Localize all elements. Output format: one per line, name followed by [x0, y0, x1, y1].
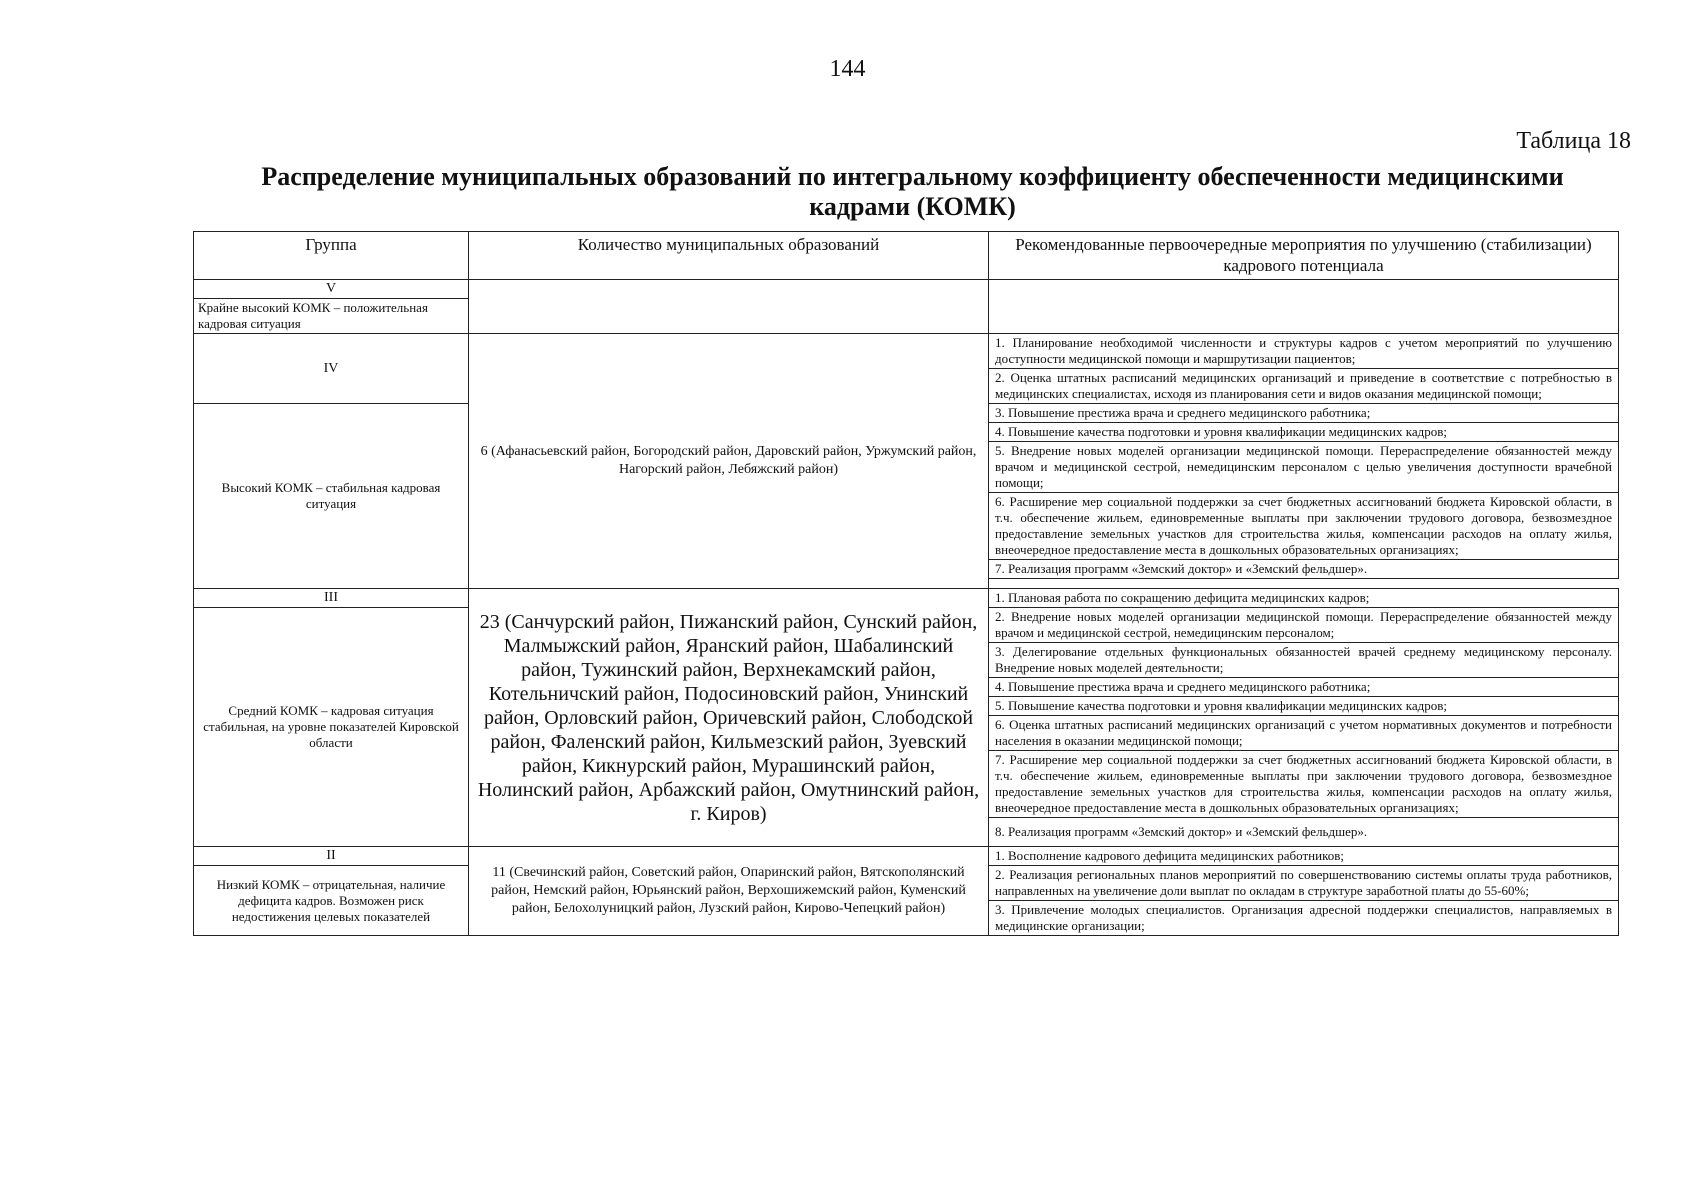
group-iii-measure-6: 6. Оценка штатных расписаний медицинских организаций с учетом нормативных документов и потребности населения в оказании медицинской помощи;: [989, 716, 1619, 751]
group-iv-measure-5: 5. Внедрение новых моделей организации медицинской помощи. Перераспределение обязанностей между врачом и медицинской сестрой, немедицинским персоналом с целью увеличения доступности врачебной помощи;: [989, 442, 1619, 493]
group-ii-measure-3: 3. Привлечение молодых специалистов. Организация адресной поддержки специалистов, направляемых в медицинские организации;: [989, 901, 1619, 936]
group-iv-measure-2: 2. Оценка штатных расписаний медицинских организаций и приведение в соответствие с потребностью в медицинских специалистах, исходя из планирования сети и видов оказания медицинской помощи;: [989, 369, 1619, 404]
group-iii-measure-5: 5. Повышение качества подготовки и уровня квалификации медицинских кадров;: [989, 697, 1619, 716]
group-ii-measure-1: 1. Восполнение кадрового дефицита медицинских работников;: [989, 847, 1619, 866]
group-iv-measure-7: 7. Реализация программ «Земский доктор» и «Земский фельдшер».: [989, 560, 1619, 579]
group-iv-measure-3: 3. Повышение престижа врача и среднего медицинского работника;: [989, 404, 1619, 423]
group-v-roman: V: [194, 280, 469, 299]
group-v-measures: [989, 280, 1619, 334]
header-measures: Рекомендованные первоочередные мероприятия по улучшению (стабилизации) кадрового потенциала: [989, 232, 1619, 280]
group-iv-roman: IV: [194, 334, 469, 404]
group-v-roman-row: [194, 280, 1619, 299]
group-iv-measure-4: 4. Повышение качества подготовки и уровня квалификации медицинских кадров;: [989, 423, 1619, 442]
group-iii-measure-4: 4. Повышение престижа врача и среднего медицинского работника;: [989, 678, 1619, 697]
title-line-1: Распределение муниципальных образований по интегральному коэффициенту обеспеченности медицинскими: [261, 162, 1564, 191]
document-title: [185, 162, 1640, 222]
group-iv-measure-1: 1. Планирование необходимой численности и структуры кадров с учетом мероприятий по улучшению доступности медицинской помощи и маршрутизации пациентов;: [989, 334, 1619, 369]
table-caption: Таблица 18: [1516, 128, 1631, 154]
group-iii-label: Средний КОМК – кадровая ситуация стабильная, на уровне показателей Кировской области: [194, 608, 469, 847]
group-ii-label: Низкий КОМК – отрицательная, наличие дефицита кадров. Возможен риск недостижения целевых показателей: [194, 866, 469, 936]
header-group: Группа: [194, 232, 469, 280]
group-iv-measure-6: 6. Расширение мер социальной поддержки за счет бюджетных ассигнований бюджета Кировской области, в т.ч. обеспечение жильем, единовременные выплаты при заключении трудового договора, безвозмездное предоставление земельных участков для строительства жилья, компенсации расходов на оплату жилья, внеочередное предоставление места в дошкольных образовательных организациях;: [989, 493, 1619, 560]
group-v-count: [469, 280, 989, 334]
group-ii-row: [194, 847, 1619, 866]
page-number: 144: [829, 56, 866, 82]
group-iii-measure-3: 3. Делегирование отдельных функциональных обязанностей врачей среднему медицинскому персоналу. Внедрение новых моделей деятельности;: [989, 643, 1619, 678]
group-iii-measure-1: 1. Плановая работа по сокращению дефицита медицинских кадров;: [989, 589, 1619, 608]
group-iii-count: 23 (Санчурский район, Пижанский район, Сунский район, Малмыжский район, Яранский район, Шабалинский район, Тужинский район, Верхнекамский район, Котельничский район, Подосиновский район, Унинский район, Орловский район, Оричевский район, Слободской район, Фаленский район, Кильмезский район, Зуевский район, Кикнурский район, Мурашинский район, Нолинский район, Арбажский район, Омутнинский район, г. Киров): [469, 589, 989, 847]
header-row: [194, 232, 1619, 280]
group-iii-roman: III: [194, 589, 469, 608]
group-iii-measure-8: 8. Реализация программ «Земский доктор» и «Земский фельдшер».: [989, 818, 1619, 847]
group-ii-count: 11 (Свечинский район, Советский район, Опаринский район, Вятскополянский район, Немский район, Юрьянский район, Верхошижемский район, Куменский район, Белохолуницкий район, Лузский район, Кирово-Чепецкий район): [469, 847, 989, 936]
group-iv-count: 6 (Афанасьевский район, Богородский район, Даровский район, Уржумский район, Нагорский район, Лебяжский район): [469, 334, 989, 589]
group-iii-measure-2: 2. Внедрение новых моделей организации медицинской помощи. Перераспределение обязанностей между врачом и медицинской сестрой, немедицинским персоналом;: [989, 608, 1619, 643]
group-iii-measure-7: 7. Расширение мер социальной поддержки за счет бюджетных ассигнований бюджета Кировской области, в т.ч. обеспечение жильем, единовременные выплаты при заключении трудового договора, безвозмездное предоставление земельных участков для строительства жилья, компенсации расходов на оплату жилья, внеочередное предоставление места в дошкольных образовательных организациях;: [989, 751, 1619, 818]
group-iv-row: [194, 334, 1619, 369]
group-ii-roman: II: [194, 847, 469, 866]
group-v-label: Крайне высокий КОМК – положительная кадровая ситуация: [194, 299, 469, 334]
group-iv-label: Высокий КОМК – стабильная кадровая ситуация: [194, 404, 469, 589]
header-count: Количество муниципальных образований: [469, 232, 989, 280]
group-ii-measure-2: 2. Реализация региональных планов мероприятий по совершенствованию системы оплаты труда работников, направленных на увеличение доли выплат по окладам в структуре заработной платы до 55-60%;: [989, 866, 1619, 901]
title-line-2: кадрами (КОМК): [809, 192, 1016, 221]
komk-distribution-table: [193, 231, 1619, 936]
group-iii-row: [194, 589, 1619, 608]
